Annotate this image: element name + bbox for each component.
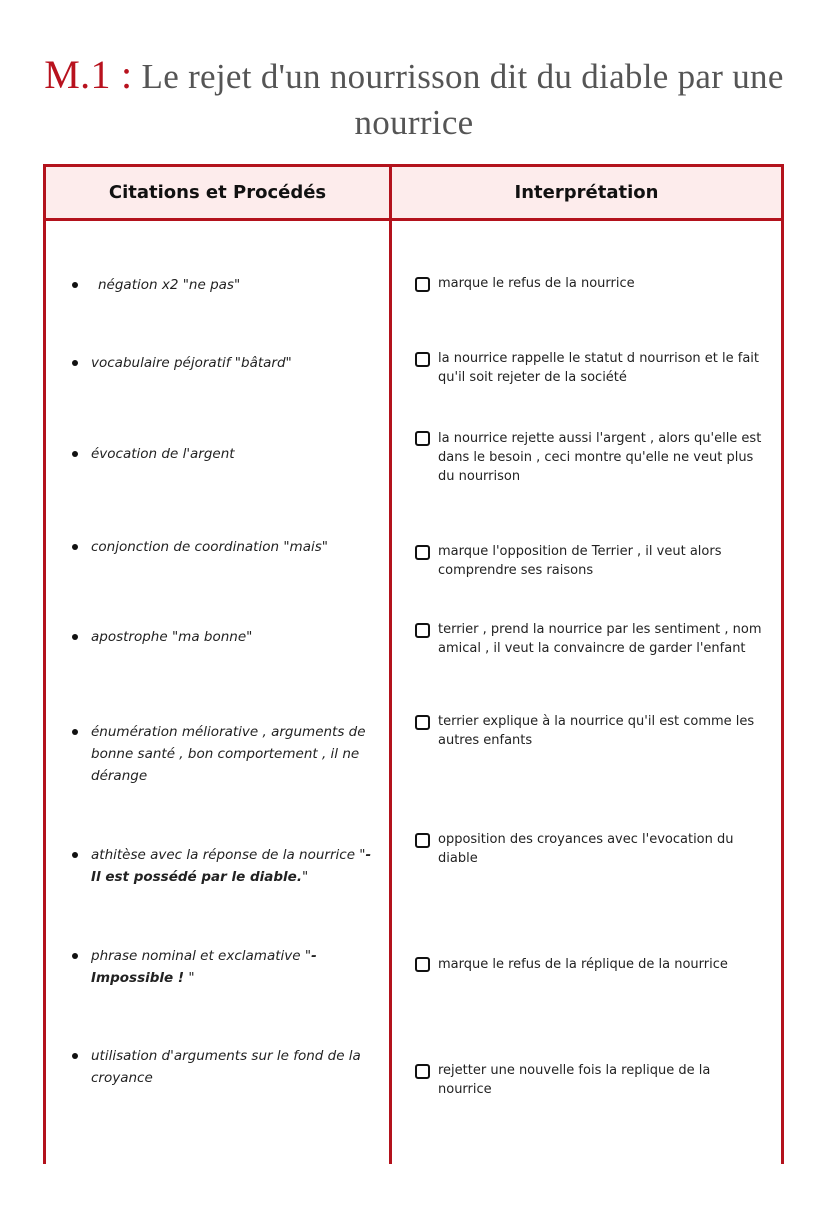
citation-text bbox=[91, 945, 377, 989]
interpretation-text: marque le refus de la réplique de la nourrice bbox=[438, 957, 728, 972]
title-text: Le rejet d'un nourrisson dit du diable par une nourrice bbox=[141, 57, 784, 142]
interpretation-text: terrier explique à la nourrice qu'il est comme les autres enfants bbox=[438, 714, 755, 748]
bullet-icon bbox=[72, 360, 78, 366]
checkbox[interactable] bbox=[415, 957, 430, 972]
citation-text: conjonction de coordination "mais" bbox=[91, 539, 328, 555]
checkbox[interactable] bbox=[415, 352, 430, 367]
citation-text-end: " bbox=[184, 970, 195, 986]
citation-text-part: phrase nominal et exclamative " bbox=[91, 948, 312, 964]
header-citations: Citations et Procédés bbox=[108, 182, 327, 203]
title-code: M.1 : bbox=[44, 52, 133, 97]
table-border-right bbox=[781, 164, 784, 1164]
citation-text: utilisation d'arguments sur le fond de la croyance bbox=[91, 1048, 361, 1086]
interpretation-text: la nourrice rejette aussi l'argent , alors qu'elle est dans le besoin , ceci montre qu'elle ne veut plus du nourrison bbox=[438, 431, 762, 484]
page-title bbox=[30, 52, 798, 146]
interpretation-text: la nourrice rappelle le statut d nourrison et le fait qu'il soit rejeter de la société bbox=[438, 351, 760, 385]
citation-text: énumération méliorative , arguments de bonne santé , bon comportement , il ne dérange bbox=[91, 724, 366, 784]
bullet-icon bbox=[72, 953, 78, 959]
table-border-left bbox=[43, 164, 46, 1164]
interpretation-text: opposition des croyances avec l'evocation du diable bbox=[438, 832, 734, 866]
checkbox[interactable] bbox=[415, 623, 430, 638]
analysis-table bbox=[43, 164, 784, 1206]
bullet-icon bbox=[72, 451, 78, 457]
citation-text-end: " bbox=[301, 869, 309, 885]
checkbox[interactable] bbox=[415, 431, 430, 446]
interpretation-text: marque le refus de la nourrice bbox=[438, 276, 635, 291]
checkbox[interactable] bbox=[415, 833, 430, 848]
checkbox[interactable] bbox=[415, 545, 430, 560]
checkbox[interactable] bbox=[415, 715, 430, 730]
bullet-icon bbox=[72, 729, 78, 735]
citation-quote: - Il est possédé par le diable. bbox=[91, 847, 372, 885]
bullet-icon bbox=[72, 852, 78, 858]
header-divider bbox=[43, 218, 784, 221]
citation-text: négation x2 "ne pas" bbox=[98, 277, 241, 293]
citation-quote: - Impossible ! bbox=[91, 948, 317, 986]
interpretation-text: rejetter une nouvelle fois la replique de la nourrice bbox=[438, 1063, 711, 1097]
checkbox[interactable] bbox=[415, 1064, 430, 1079]
checkbox[interactable] bbox=[415, 277, 430, 292]
bullet-icon bbox=[72, 634, 78, 640]
header-interpretation: Interprétation bbox=[514, 182, 659, 203]
citation-text bbox=[91, 844, 377, 888]
bullet-icon bbox=[72, 1053, 78, 1059]
table-border-top bbox=[43, 164, 784, 167]
citation-text: vocabulaire péjoratif "bâtard" bbox=[91, 355, 292, 371]
bullet-icon bbox=[72, 282, 78, 288]
table-divider bbox=[389, 164, 392, 1164]
citation-text: évocation de l'argent bbox=[91, 446, 235, 462]
interpretation-text: terrier , prend la nourrice par les sentiment , nom amical , il veut la convaincre de garder l'enfant bbox=[438, 622, 762, 656]
citation-text-part: athitèse avec la réponse de la nourrice " bbox=[91, 847, 366, 863]
bullet-icon bbox=[72, 544, 78, 550]
interpretation-text: marque l'opposition de Terrier , il veut alors comprendre ses raisons bbox=[438, 544, 722, 578]
citation-text: apostrophe "ma bonne" bbox=[91, 629, 253, 645]
